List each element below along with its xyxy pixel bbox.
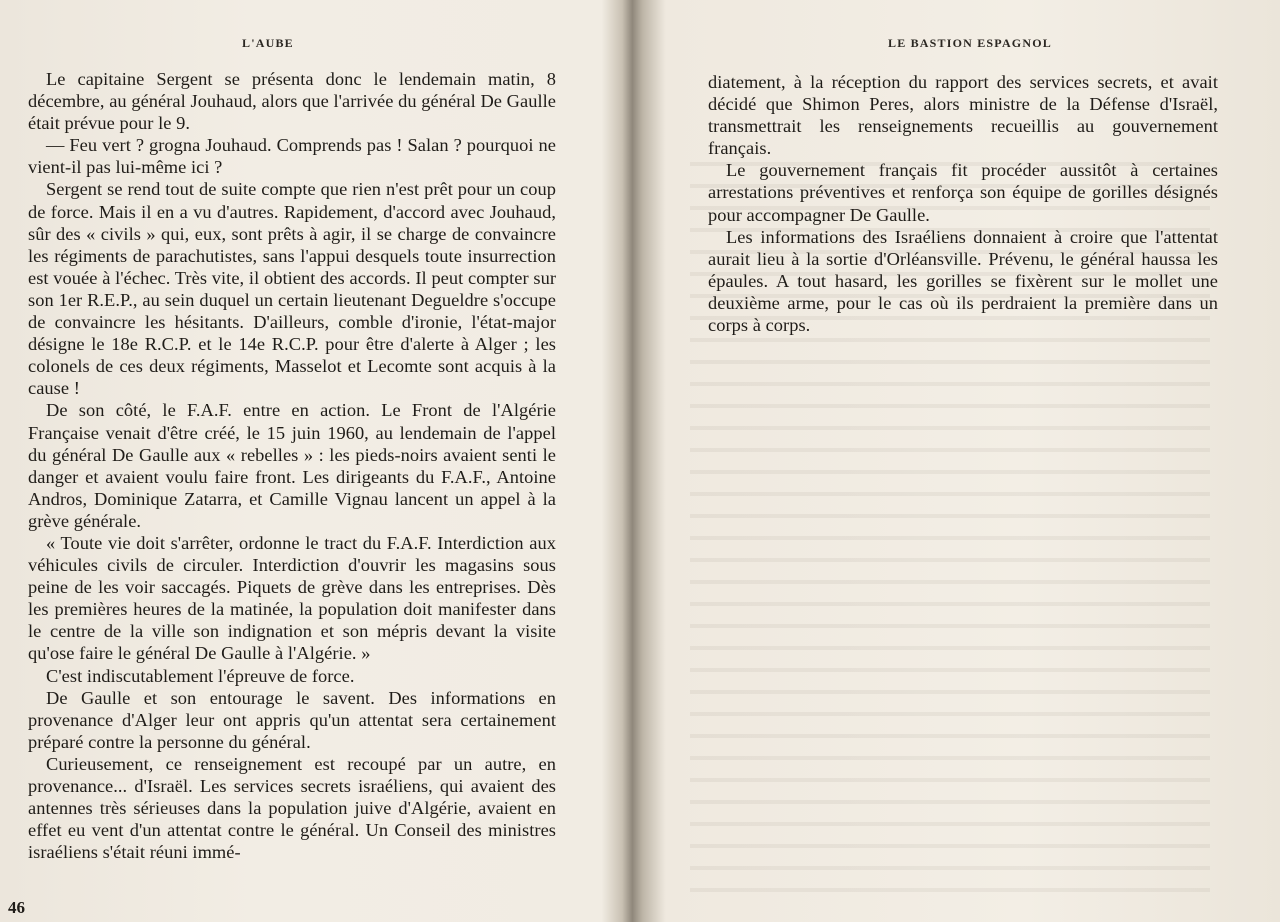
paragraph: Le capitaine Sergent se présenta donc le lendemain matin, 8 décembre, au général Jouhaud, alors que l'arrivée du général De Gaulle était prévue pour le 9. [28, 69, 556, 134]
paragraph: De Gaulle et son entourage le savent. Des informations en provenance d'Alger leur ont appris qu'un attentat sera certainement préparé contre la personne du général. [28, 687, 556, 752]
paragraph: C'est indiscutablement l'épreuve de force. [46, 665, 355, 686]
paragraph: De son côté, le F.A.F. entre en action. Le Front de l'Algérie Française venait d'être créé, le 15 juin 1960, au lendemain de l'appel du général De Gaulle aux « rebelles » : les pieds-noirs avaient senti le danger et avaient voulu faire front. Les dirigeants du F.A.F., Antoine Andros, Dominique Zatarra, et Camille Vignau lancent un appel à la grève générale. [28, 400, 556, 531]
paragraph: diatement, à la réception du rapport des services secrets, et avait décidé que Shimon Peres, alors ministre de la Défense d'Israël, transmettrait les renseignements recueillis au gouvernement français. [708, 72, 1218, 159]
paragraph: Le gouvernement français fit procéder aussitôt à certaines arrestations préventives et renforça son équipe de gorilles désignés pour accompagner De Gaulle. [708, 160, 1218, 225]
paragraph: — Feu vert ? grogna Jouhaud. Comprends pas ! Salan ? pourquoi ne vient-il pas lui-même ici ? [28, 135, 556, 178]
paragraph: Les informations des Israéliens donnaient à croire que l'attentat aurait lieu à la sortie d'Orléansville. Prévenu, le général haussa les épaules. A tout hasard, les gorilles se fixèrent sur le mollet une deuxième arme, pour le cas où ils perdraient la première dans un corps à corps. [708, 226, 1218, 336]
paragraph: Sergent se rend tout de suite compte que rien n'est prêt pour un coup de force. Mais il en a vu d'autres. Rapidement, d'accord avec Jouhaud, sûr des « civils » qui, eux, sont prêts à agir, il se charge de convaincre les régiments de parachutistes, sans l'appui desquels toute insurrection est vouée à l'échec. Très vite, il obtient des accords. Il peut compter sur son 1er R.E.P., au sein duquel un certain lieutenant Degueldre s'occupe de convaincre les hésitants. D'ailleurs, comble d'ironie, l'état-major désigne le 18e R.C.P. et le 14e R.C.P. pour être d'alerte à Alger ; les colonels de ces deux régiments, Masselot et Lecomte sont acquis à la cause ! [28, 179, 556, 399]
paragraph: « Toute vie doit s'arrêter, ordonne le tract du F.A.F. Interdiction aux véhicules civils de circuler. Interdiction d'ouvrir les magasins sous peine de les voir saccagés. Piquets de grève dans les entreprises. Dès les premières heures de la matinée, la population doit manifester dans le centre de la ville son indignation et son mépris devant la visite qu'ose faire le général De Gaulle à l'Algérie. » [28, 532, 556, 664]
left-page-text [28, 68, 556, 863]
running-head-right: LE BASTION ESPAGNOL [888, 36, 1052, 50]
right-page-text [708, 71, 1218, 336]
page-number: 46 [8, 898, 25, 917]
running-head-left: L'AUBE [242, 36, 294, 50]
right-page [650, 0, 1280, 922]
left-page [0, 0, 620, 922]
paragraph: Curieusement, ce renseignement est recoupé par un autre, en provenance... d'Israël. Les services secrets israéliens, qui avaient des antennes très sérieuses dans la population juive d'Algérie, avaient en effet eu vent d'un attentat contre le général. Un Conseil des ministres israéliens s'était réuni immé- [28, 753, 556, 863]
